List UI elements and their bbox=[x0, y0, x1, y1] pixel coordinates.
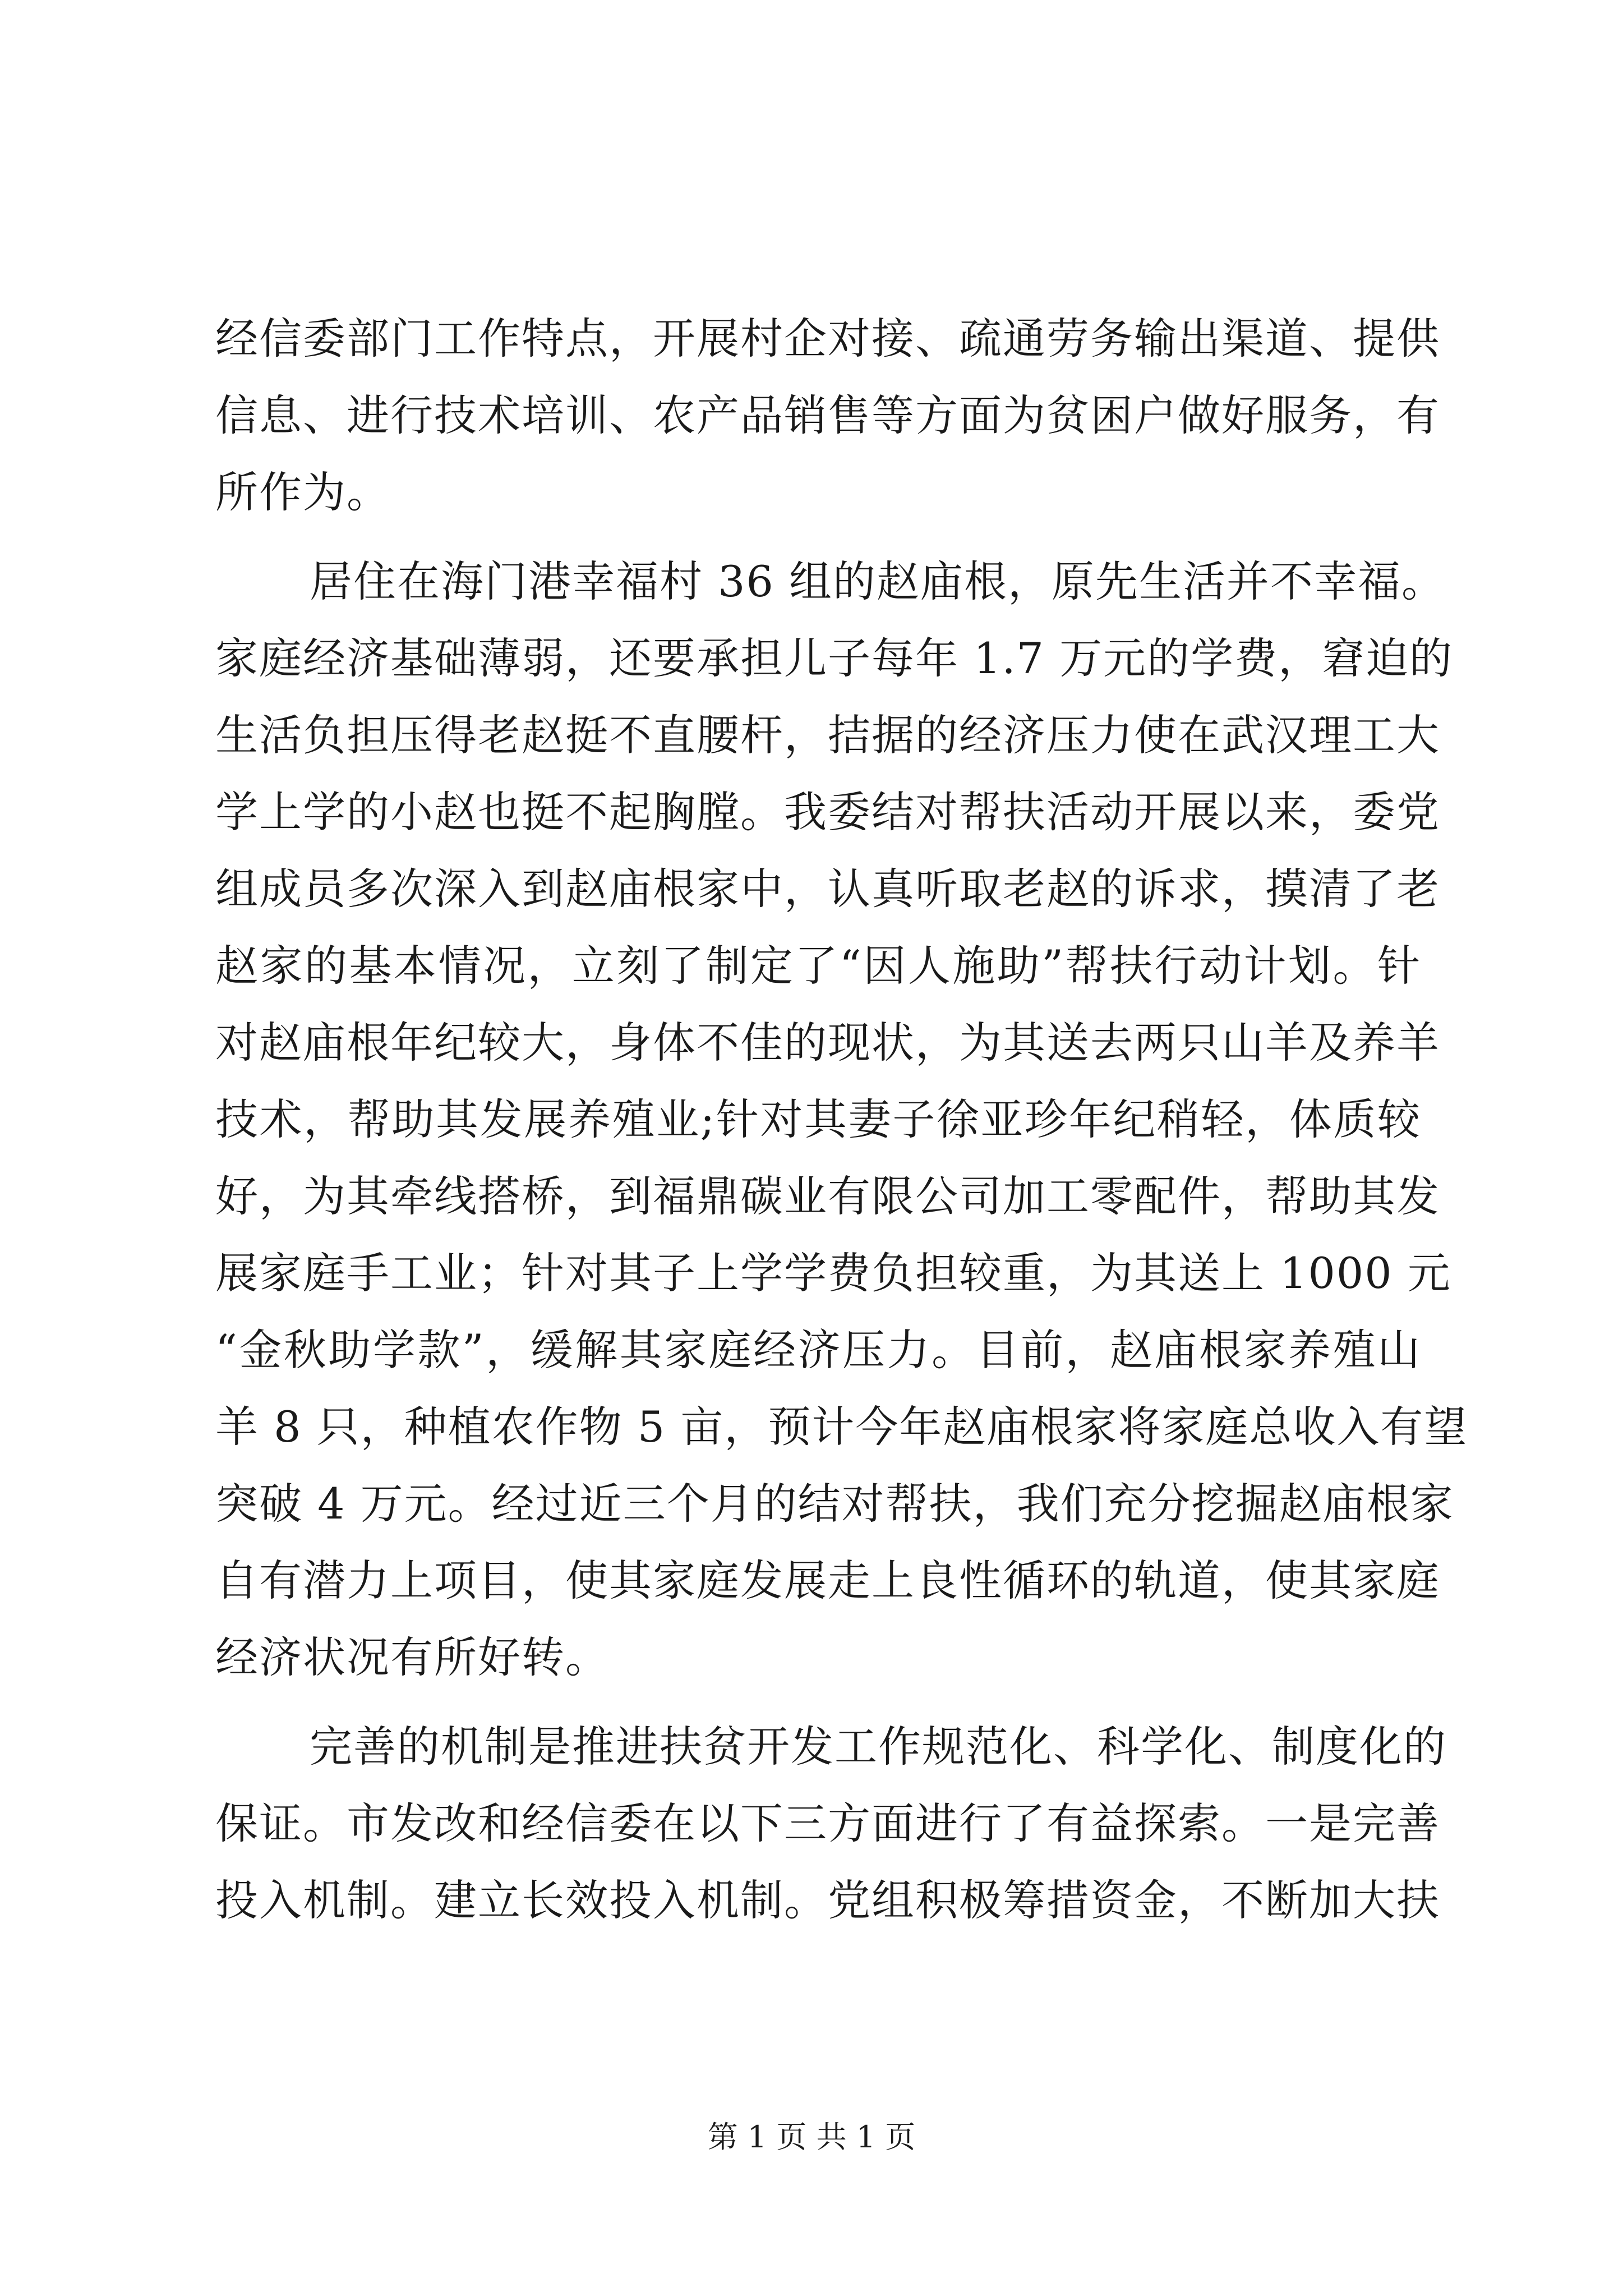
text-line: 好，为其牵线搭桥，到福鼎碳业有限公司加工零配件，帮助其发 bbox=[215, 1171, 1440, 1221]
text-line: 家庭经济基础薄弱，还要承担儿子每年 1.7 万元的学费，窘迫的 bbox=[215, 633, 1454, 683]
text-line: 技术，帮助其发展养殖业;针对其妻子徐亚珍年纪稍轻，体质较 bbox=[215, 1094, 1421, 1144]
paragraph bbox=[215, 1708, 1447, 1939]
text-line: 羊 8 只，种植农作物 5 亩，预计今年赵庙根家将家庭总收入有望 bbox=[215, 1402, 1468, 1452]
text-line: 信息、进行技术培训、农产品销售等方面为贫困户做好服务，有 bbox=[215, 390, 1440, 440]
text-line: 对赵庙根年纪较大，身体不佳的现状，为其送去两只山羊及养羊 bbox=[215, 1018, 1440, 1068]
text-line: 保证。市发改和经信委在以下三方面进行了有益探索。一是完善 bbox=[215, 1798, 1440, 1848]
text-line: 生活负担压得老赵挺不直腰杆，拮据的经济压力使在武汉理工大 bbox=[215, 710, 1440, 760]
document-body bbox=[215, 300, 1468, 1939]
text-line: 学上学的小赵也挺不起胸膛。我委结对帮扶活动开展以来，委党 bbox=[215, 787, 1440, 837]
text-line: 经济状况有所好转。 bbox=[215, 1632, 609, 1682]
text-line: 突破 4 万元。经过近三个月的结对帮扶，我们充分挖掘赵庙根家 bbox=[215, 1479, 1454, 1529]
text-line: 组成员多次深入到赵庙根家中，认真听取老赵的诉求，摸清了老 bbox=[215, 864, 1440, 914]
page-footer: 第 1 页 共 1 页 bbox=[707, 2119, 916, 2155]
text-line: “金秋助学款”，缓解其家庭经济压力。目前，赵庙根家养殖山 bbox=[215, 1325, 1421, 1375]
text-line: 展家庭手工业；针对其子上学学费负担较重，为其送上 1000 元 bbox=[215, 1248, 1451, 1298]
text-line: 自有潜力上项目，使其家庭发展走上良性循环的轨道，使其家庭 bbox=[215, 1556, 1440, 1605]
text-line: 赵家的基本情况，立刻了制定了“因人施助”帮扶行动计划。针 bbox=[215, 941, 1421, 991]
text-line: 完善的机制是推进扶贫开发工作规范化、科学化、制度化的 bbox=[310, 1722, 1447, 1772]
text-line: 居住在海门港幸福村 36 组的赵庙根，原先生活并不幸福。 bbox=[310, 556, 1446, 606]
text-line: 经信委部门工作特点，开展村企对接、疏通劳务输出渠道、提供 bbox=[215, 314, 1440, 364]
text-line: 投入机制。建立长效投入机制。党组积极筹措资金，不断加大扶 bbox=[215, 1875, 1440, 1925]
paragraph bbox=[215, 300, 1440, 531]
text-line: 所作为。 bbox=[215, 467, 390, 517]
paragraph bbox=[215, 543, 1468, 1696]
